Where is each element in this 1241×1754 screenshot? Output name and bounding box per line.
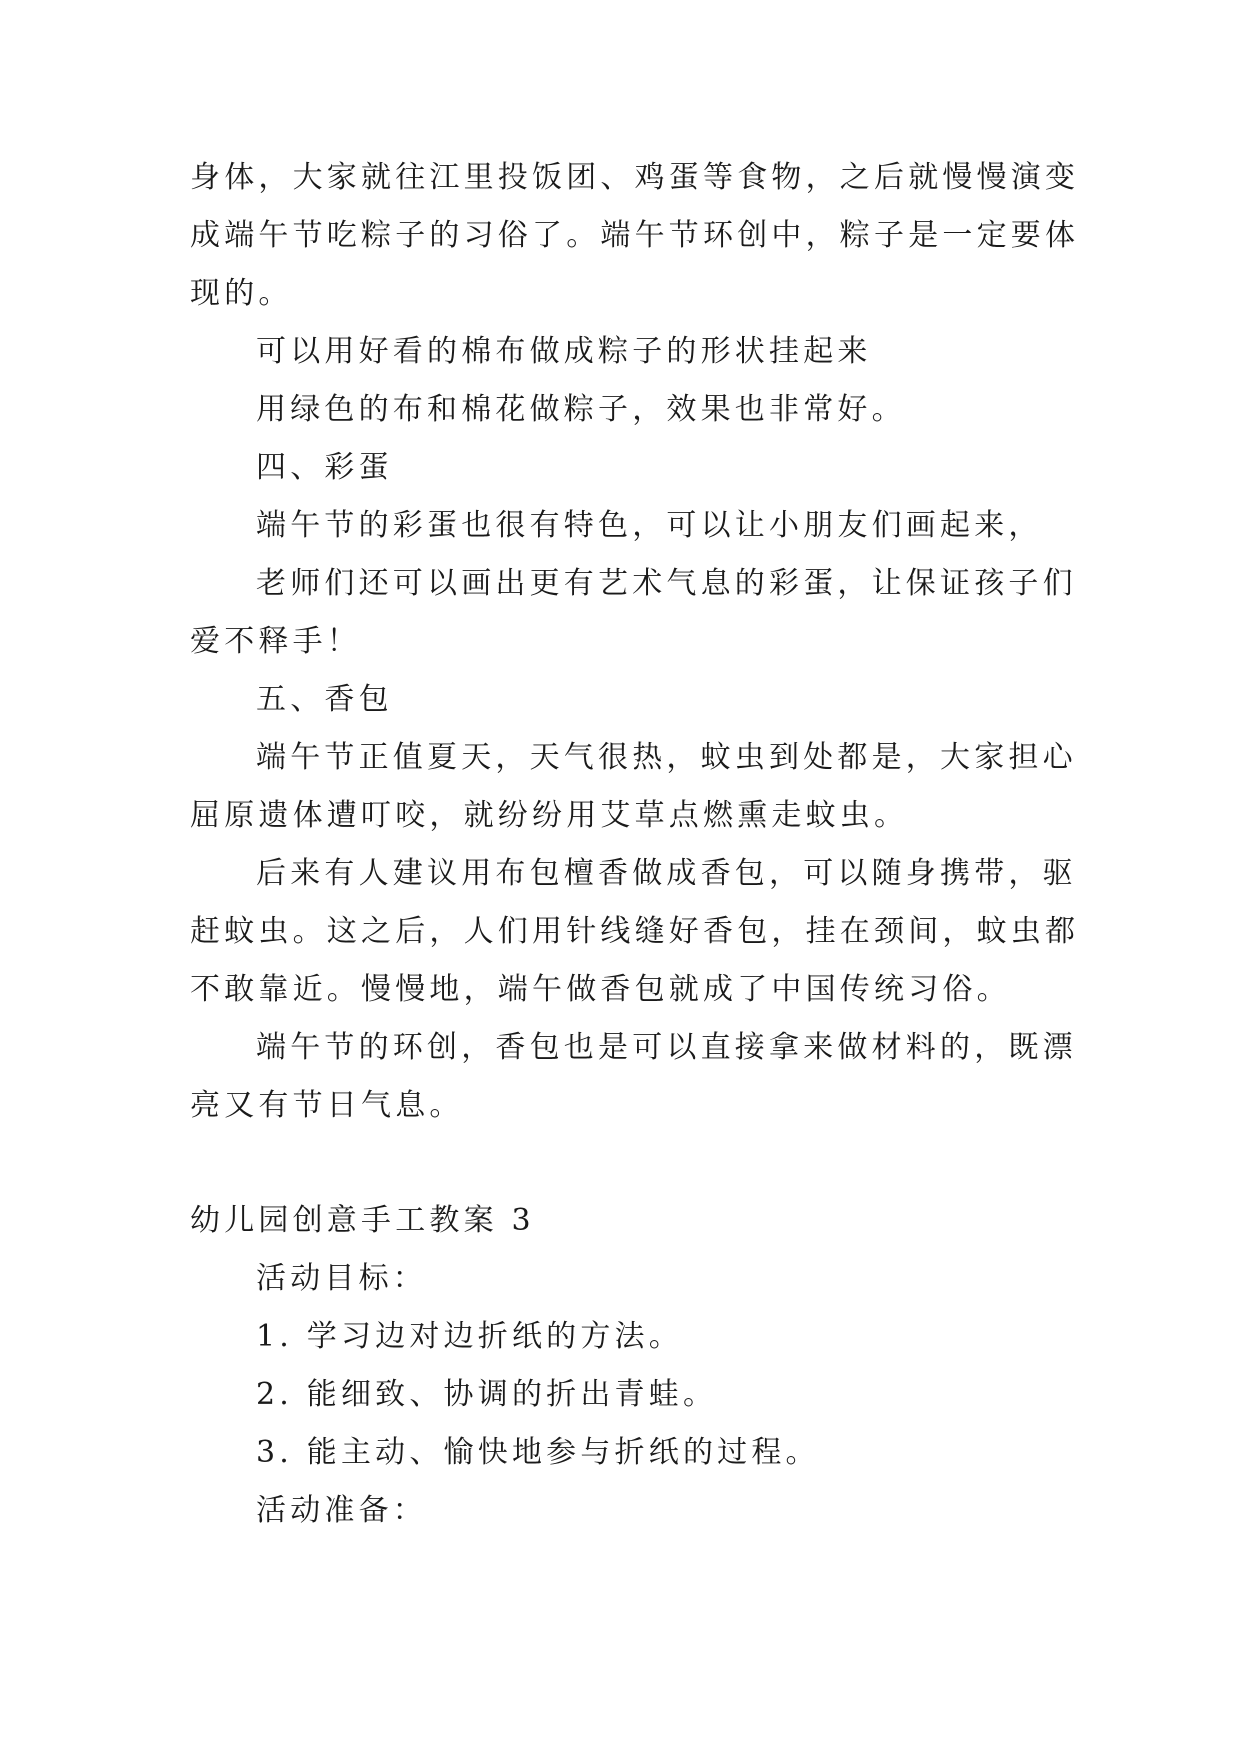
paragraph-line: 端午节的彩蛋也很有特色，可以让小朋友们画起来， [256, 508, 1043, 543]
lesson-title: 幼儿园创意手工教案 3 [190, 1203, 535, 1238]
paragraph-line: 屈原遗体遭叮咬，就纷纷用艾草点燃熏走蚊虫。 [190, 798, 909, 833]
paragraph-line: 赶蚊虫。这之后，人们用针线缝好香包，挂在颈间，蚊虫都 [190, 914, 1080, 949]
paragraph-line: 身体，大家就往江里投饭团、鸡蛋等食物，之后就慢慢演变 [190, 160, 1080, 195]
paragraph-line: 成端午节吃粽子的习俗了。端午节环创中，粽子是一定要体 [190, 218, 1080, 253]
section-heading: 四、彩蛋 [256, 450, 393, 485]
paragraph-line: 端午节的环创，香包也是可以直接拿来做材料的，既漂 [256, 1030, 1077, 1065]
list-item: 2. 能细致、协调的折出青蛙。 [256, 1377, 718, 1412]
paragraph-line: 爱不释手！ [190, 624, 361, 659]
section-heading: 活动目标： [256, 1261, 427, 1296]
paragraph-line: 可以用好看的棉布做成粽子的形状挂起来 [256, 334, 872, 369]
paragraph-line: 现的。 [190, 276, 293, 311]
list-item: 3. 能主动、愉快地参与折纸的过程。 [256, 1435, 820, 1470]
paragraph-line: 用绿色的布和棉花做粽子，效果也非常好。 [256, 392, 906, 427]
list-item: 1. 学习边对边折纸的方法。 [256, 1319, 683, 1354]
paragraph-line: 不敢靠近。慢慢地，端午做香包就成了中国传统习俗。 [190, 972, 1011, 1007]
paragraph-line: 亮又有节日气息。 [190, 1088, 464, 1123]
paragraph-line: 端午节正值夏天，天气很热，蚊虫到处都是，大家担心 [256, 740, 1077, 775]
section-heading: 活动准备： [256, 1493, 427, 1528]
paragraph-line: 老师们还可以画出更有艺术气息的彩蛋，让保证孩子们 [256, 566, 1077, 601]
section-heading: 五、香包 [256, 682, 393, 717]
paragraph-line: 后来有人建议用布包檀香做成香包，可以随身携带，驱 [256, 856, 1077, 891]
